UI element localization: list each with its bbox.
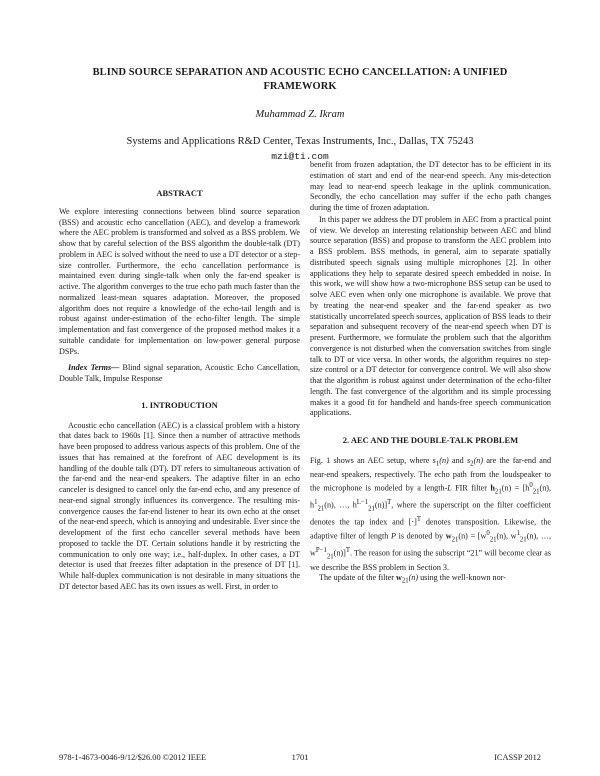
author-name: Muhammad Z. Ikram [255, 109, 345, 120]
author-affiliation: Systems and Applications R&D Center, Texas Instruments, Inc., Dallas, TX 75243 [126, 136, 474, 147]
intro-paragraph-2: In this paper we address the DT problem in AEC from a practical point of view. We develop an interesting relationship between AEC and blind source separation (BSS) and propose to transform the AEC problem into a BSS problem. BSS methods, in general, aim to separate spatially distributed speech signals using multiple microphones [2]. In other applications they help to separate desired speech embedded in noise. In this work, we will show how a two-microphone BSS setup can be used to solve AEC even when only one microphone is available. We prove that by treating the near-end speaker and the far-end speaker as two statistically uncorrelated speech sources, application of BSS leads to their separation and subsequent recovery of the near-end speech when DT is present. Furthermore, we formulate the problem such that the algorithm convergence is not disturbed when the conversation switches from single talk to DT or vice versa. In other words, the algorithm requires no step-size control or a DT detector for convergence control. We will also show that the algorithm is robust against under determination of the echo-filter length. The fast convergence of the algorithm and its simple processing makes it a good fit for handheld and hands-free speech communication applications. [310, 214, 551, 418]
footer-isbn: 978-1-4673-0046-9/12/$26.00 ©2012 IEEE [59, 753, 207, 762]
paper-title: BLIND SOURCE SEPARATION AND ACOUSTIC ECHO CANCELLATION: A UNIFIED FRAMEWORK [92, 67, 508, 92]
footer-page-number: 1701 [291, 753, 309, 762]
footer-venue: ICASSP 2012 [494, 753, 541, 762]
left-column [59, 188, 300, 593]
index-terms-text: Blind signal separation, Acoustic Echo Cancellation, Double Talk, Impulse Response [59, 363, 300, 383]
right-column [310, 160, 551, 588]
intro-continued-paragraph: benefit from frozen adaptation, the DT detector has to be efficient in its estimation of start and end of the near-end speech. Any mis-detection may lead to near-end speech leakage in the uplink communication. Secondly, the echo cancellation may suffer if the echo path changes during the time of frozen adaptation. [310, 160, 551, 212]
index-terms-label: Index Terms— [68, 363, 120, 373]
section2-heading: 2. AEC AND THE DOUBLE-TALK PROBLEM [342, 435, 519, 445]
section2-paragraph-1: Fig. 1 shows an AEC setup, where $s_1(n)$ and $s_2(n)$ are the far-end and near-end speakers, respectively. The echo path from the loudspeaker to the microphone is modeled by a length-L FIR filter $h_{21}(n) = [h^0_{21}(n)$, $h^1_{21}(n)$, …, $h^{L-1}_{21}(n)]^T$, where the superscript on the filter coefficient denotes the tap index and $[\cdot]^T$ denotes transposition. Likewise, the adaptive filter of length P is denoted by $w_{21}(n) = [w^0_{21}(n)$, $w^1_{21}(n)$, …, $w^{P-1}_{21}(n)]^T$. The reason for using the subscript “21” will become clear as we describe the BSS problem in Section 3. [310, 455, 552, 572]
abstract-text: We explore interesting connections between blind source separation (BSS) and acoustic echo cancellation (AEC), and develop a framework where the AEC problem is transformed and solved as a BSS problem. We show that by careful selection of the BSS algorithm the double-talk (DT) problem in AEC is solved without the need to use a DT detector or a step-size controller. Furthermore, the echo cancellation performance is maintained even during single-talk when only the far-end speaker is active. The algorithm converges to the true echo path much faster than the normalized least-mean squares adaptation. Moreover, the proposed algorithm does not require a knowledge of the echo-tail length and is robust against under-estimation of the echo-filter length. The simple implementation and fast convergence of the proposed method makes it a suitable candidate for implementation on low-power general purpose DSPs. [59, 206, 300, 356]
section1-heading: 1. INTRODUCTION [141, 399, 218, 410]
abstract-heading: ABSTRACT [156, 188, 203, 198]
index-terms [59, 363, 300, 385]
author-email: mzi@ti.com [271, 151, 329, 162]
section2-paragraph-2: The update of the filter $w_{21}(n)$ using the well-known nor- [319, 573, 506, 586]
section1-paragraph: Acoustic echo cancellation (AEC) is a classical problem with a history that dates back to 1960s [1]. Since then a number of attractive methods have been proposed to address various aspects of this problem. One of the issues that has remained at the forefront of AEC development is its handling of the double talk (DT). DT refers to simultaneous activation of the far-end and the near-end speakers. The adaptive filter in an echo canceler is designed to cancel only the far-end echo, and any presence of near-end signal strongly influences its convergence. The resulting mis-convergence causes the far-end listener to hear its own echo at the onset of the near-end speech, which is annoying and undesirable. Ever since the development of the first echo canceller several methods have been proposed to tackle the DT. Certain solutions handle it by restricting the communication to only one way; i.e., half-duplex. In other cases, a DT detector is used that freezes filter adaptation in the presence of DT [1]. While half-duplex communication is not desirable in many situations the DT detector based AEC has its own issues as well. First, in order to [59, 420, 300, 591]
